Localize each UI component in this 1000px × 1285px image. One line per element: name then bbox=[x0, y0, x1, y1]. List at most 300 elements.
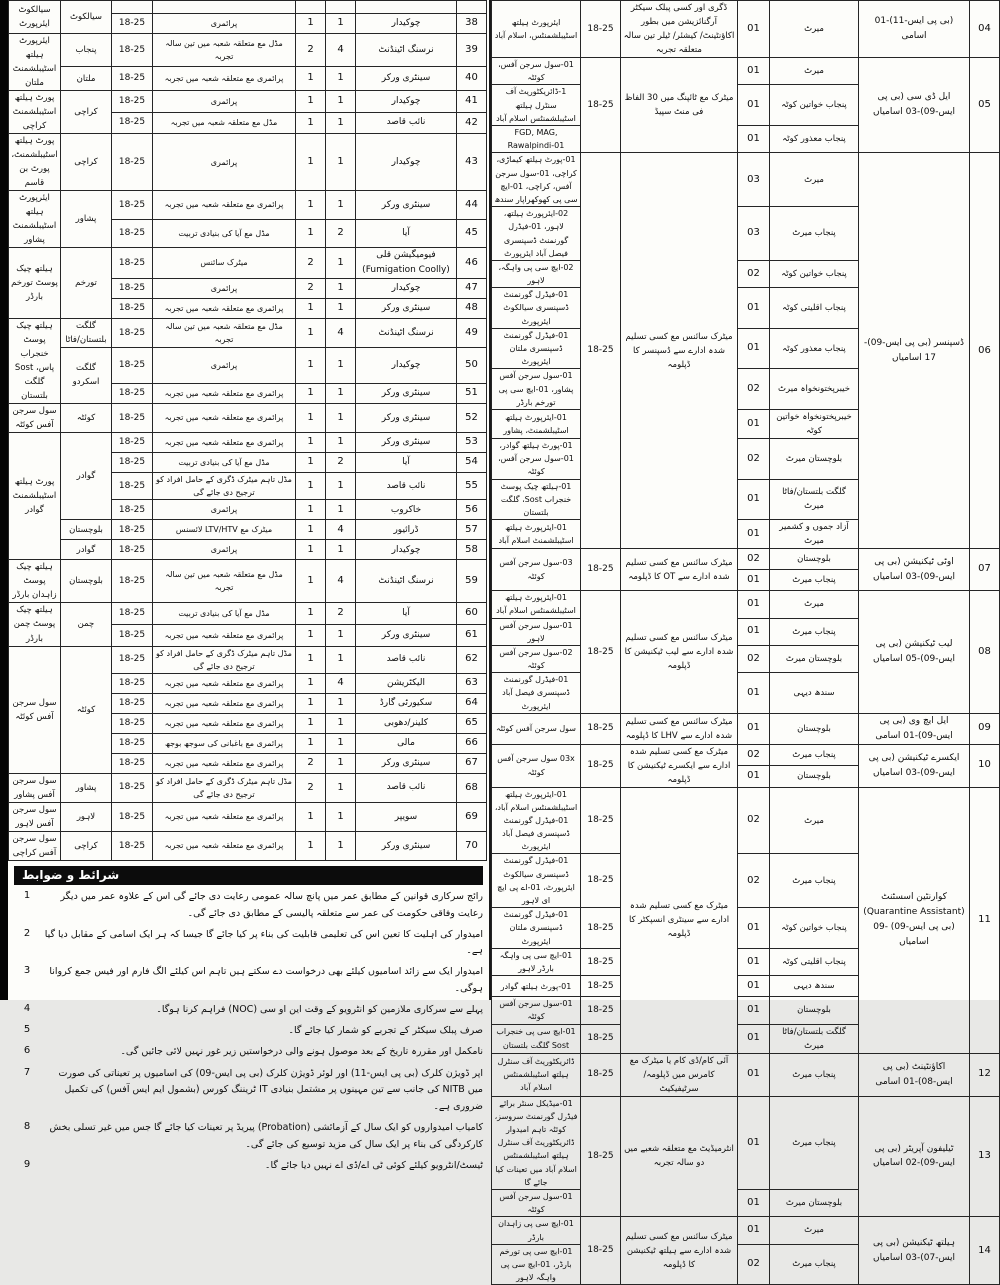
bps-scale-cell: 1 bbox=[326, 773, 356, 802]
vacancy-count-cell: 1 bbox=[296, 673, 326, 693]
vacancy-count-cell: 01 bbox=[738, 976, 770, 997]
vacancy-count-cell: 1 bbox=[296, 384, 326, 404]
qualification-cell: میٹرک مع LTV/HTV لائسنس bbox=[153, 520, 296, 540]
city-cell: کوئٹہ bbox=[61, 404, 112, 433]
qualification-cell: پرائمری bbox=[153, 500, 296, 520]
serial-cell: 38 bbox=[457, 14, 487, 34]
age-limit-cell: 18-25 bbox=[112, 673, 153, 693]
department-cell: پورٹ ہیلتھ اسٹیبلشمنٹ کراچی bbox=[9, 91, 61, 134]
term-item-1 bbox=[14, 889, 483, 922]
term-item-4 bbox=[14, 1002, 483, 1019]
post-name-cell: نرسنگ اٹینڈنٹ bbox=[356, 560, 457, 603]
job-row-10-sub1 bbox=[492, 744, 1000, 766]
term-number: 7 bbox=[23, 1066, 31, 1078]
city-cell: پشاور bbox=[61, 773, 112, 802]
post-name-cell: لیب ٹیکنیشن (بی پی ایس-09)-05 اسامیاں bbox=[859, 591, 970, 714]
age-limit-cell: 18-25 bbox=[581, 787, 621, 854]
age-limit-cell: 18-25 bbox=[112, 453, 153, 473]
city-cell: گوادر bbox=[61, 540, 112, 560]
serial-cell: 43 bbox=[457, 134, 487, 191]
city-cell: تورخم bbox=[61, 248, 112, 319]
vacancy-count-cell: 02 bbox=[738, 369, 770, 410]
department-cell: 03x سول سرجن آفس کوئٹہ bbox=[492, 744, 581, 787]
job-row-12 bbox=[492, 1053, 1000, 1096]
qualification-cell: میٹرک مع کسی تسلیم شدہ ادارے سے سینٹری انسپکٹر کا ڈپلومہ bbox=[621, 787, 738, 1053]
department-cell: ایئرپورٹ ہیلتھ اسٹیبلشمنٹس، اسلام آباد bbox=[492, 1, 581, 58]
vacancy-count-cell: 1 bbox=[296, 191, 326, 220]
quota-cell: پنجاب معذور کوٹہ bbox=[770, 328, 859, 369]
post-name-cell bbox=[356, 1, 457, 14]
vacancy-count-cell: 02 bbox=[738, 1244, 770, 1285]
vacancy-count-cell: 02 bbox=[738, 549, 770, 570]
bps-scale-cell: 2 bbox=[326, 453, 356, 473]
serial-cell: 55 bbox=[457, 473, 487, 500]
age-limit-cell: 18-25 bbox=[112, 14, 153, 34]
department-cell: سیالکوٹ ایئرپورٹ bbox=[9, 1, 61, 34]
job-row-68 bbox=[9, 773, 487, 802]
right-pane bbox=[490, 0, 1000, 1283]
jobs-table-right bbox=[491, 0, 1000, 1285]
serial-cell: 60 bbox=[457, 603, 487, 625]
serial-cell: 14 bbox=[970, 1217, 1000, 1285]
post-name-cell: سینٹری ورکر bbox=[356, 298, 457, 318]
term-number: 3 bbox=[23, 965, 31, 977]
age-limit-cell: 18-25 bbox=[112, 802, 153, 831]
vacancy-count-cell: 01 bbox=[738, 126, 770, 153]
job-row-53 bbox=[9, 433, 487, 453]
quota-cell: پنجاب میرٹ bbox=[770, 570, 859, 591]
bps-scale-cell: 4 bbox=[326, 520, 356, 540]
bps-scale-cell: 2 bbox=[326, 603, 356, 625]
qualification-cell: پرائمری مع متعلقہ شعبہ میں تجربہ bbox=[153, 433, 296, 453]
department-cell: 1-ڈائریکٹوریٹ آف سنٹرل ہیلتھ اسٹیبلشمنٹس اسلام آباد bbox=[492, 85, 581, 126]
department-cell: 02-سول سرجن آفس کوئٹہ bbox=[492, 645, 581, 672]
vacancy-count-cell: 01 bbox=[738, 997, 770, 1024]
department-cell: سول سرجن آفس کوئٹہ bbox=[9, 646, 61, 773]
bps-scale-cell: 1 bbox=[326, 473, 356, 500]
bps-scale-cell: 1 bbox=[326, 384, 356, 404]
serial-cell: 49 bbox=[457, 318, 487, 347]
vacancy-count-cell: 1 bbox=[296, 14, 326, 34]
age-limit-cell: 18-25 bbox=[112, 134, 153, 191]
bps-scale-cell: 1 bbox=[326, 278, 356, 298]
vacancy-count-cell: 01 bbox=[738, 409, 770, 438]
qualification-cell: پرائمری مع متعلقہ شعبہ میں تجربہ bbox=[153, 384, 296, 404]
post-name-cell: آیا bbox=[356, 603, 457, 625]
bps-scale-cell: 1 bbox=[326, 831, 356, 860]
qualification-cell: پرائمری مع متعلقہ شعبہ میں تجربہ bbox=[153, 753, 296, 773]
age-limit-cell: 18-25 bbox=[112, 560, 153, 603]
department-cell: FGD, MAG, Rawalpindi-01 bbox=[492, 126, 581, 153]
vacancy-count-cell: 1 bbox=[296, 603, 326, 625]
vacancy-count-cell: 1 bbox=[296, 500, 326, 520]
serial-cell: 13 bbox=[970, 1096, 1000, 1217]
age-limit-cell: 18-25 bbox=[112, 347, 153, 383]
quota-cell: میرٹ bbox=[770, 787, 859, 854]
vacancy-count-cell: 1 bbox=[296, 298, 326, 318]
post-name-cell: نائب قاصد bbox=[356, 473, 457, 500]
term-number: 9 bbox=[23, 1158, 31, 1170]
qualification-cell: پرائمری bbox=[153, 134, 296, 191]
job-row-59 bbox=[9, 560, 487, 603]
vacancy-count-cell: 2 bbox=[296, 773, 326, 802]
department-cell: 01-سول سرجن آفس لاہور bbox=[492, 618, 581, 645]
serial-cell: 69 bbox=[457, 802, 487, 831]
post-name-cell: سینٹری ورکر bbox=[356, 433, 457, 453]
bps-scale-cell: 1 bbox=[326, 540, 356, 560]
post-name-cell: الیکٹریشن bbox=[356, 673, 457, 693]
age-limit-cell: 18-25 bbox=[581, 854, 621, 908]
qualification-cell: مڈل مع آیا کی بنیادی تربیت bbox=[153, 603, 296, 625]
vacancy-count-cell: 1 bbox=[296, 693, 326, 713]
serial-cell: 65 bbox=[457, 713, 487, 733]
serial-cell: 70 bbox=[457, 831, 487, 860]
age-limit-cell: 18-25 bbox=[112, 191, 153, 220]
bps-scale-cell: 2 bbox=[326, 219, 356, 248]
quota-cell: بلوچستان bbox=[770, 766, 859, 788]
age-limit-cell: 18-25 bbox=[112, 773, 153, 802]
term-item-3 bbox=[14, 964, 483, 997]
job-row-43 bbox=[9, 134, 487, 191]
qualification-cell bbox=[153, 1, 296, 14]
vacancy-count-cell: 1 bbox=[296, 318, 326, 347]
age-limit-cell: 18-25 bbox=[112, 831, 153, 860]
department-cell: 01-پورٹ ہیلتھ گوادر bbox=[492, 976, 581, 997]
vacancy-count-cell: 02 bbox=[738, 260, 770, 287]
post-name-cell: چوکیدار bbox=[356, 278, 457, 298]
city-cell: کراچی bbox=[61, 134, 112, 191]
post-name-cell: ایکسرے ٹیکنیشن (بی پی ایس-09)-03 اسامیاں bbox=[859, 744, 970, 787]
bps-scale-cell bbox=[326, 1, 356, 14]
age-limit-cell: 18-25 bbox=[112, 473, 153, 500]
vacancy-count-cell: 1 bbox=[296, 453, 326, 473]
vacancy-count-cell: 1 bbox=[296, 404, 326, 433]
post-name-cell: سینٹری ورکر bbox=[356, 191, 457, 220]
vacancy-count-cell: 01 bbox=[738, 1096, 770, 1189]
vacancy-count-cell: 2 bbox=[296, 34, 326, 67]
bps-scale-cell: 1 bbox=[326, 404, 356, 433]
department-cell: 01-ایئرپورٹ ہیلتھ اسٹیبلشمنٹ اسلام آباد bbox=[492, 520, 581, 549]
vacancy-count-cell: 01 bbox=[738, 673, 770, 714]
bps-scale-cell: 1 bbox=[326, 713, 356, 733]
vacancy-count-cell: 2 bbox=[296, 753, 326, 773]
vacancy-count-cell: 01 bbox=[738, 766, 770, 788]
qualification-cell: پرائمری مع متعلقہ شعبہ میں تجربہ bbox=[153, 404, 296, 433]
vacancy-count-cell: 01 bbox=[738, 948, 770, 975]
job-row-08-sub1 bbox=[492, 591, 1000, 618]
age-limit-cell: 18-25 bbox=[112, 298, 153, 318]
qualification-cell: پرائمری bbox=[153, 91, 296, 113]
age-limit-cell: 18-25 bbox=[112, 753, 153, 773]
vacancy-count-cell: 01 bbox=[738, 328, 770, 369]
serial-cell: 48 bbox=[457, 298, 487, 318]
post-name-cell: سینٹری ورکر bbox=[356, 831, 457, 860]
age-limit-cell: 18-25 bbox=[581, 549, 621, 591]
city-cell: پنجاب bbox=[61, 34, 112, 67]
department-cell: ہیلتھ چیک پوسٹ خنجراب پاس، Sost گلگت بلتستان bbox=[9, 318, 61, 403]
qualification-cell: مڈل تاہم میٹرک ڈگری کے حامل افراد کو ترجیح دی جائے گی bbox=[153, 646, 296, 673]
term-number: 6 bbox=[23, 1045, 31, 1057]
vacancy-count-cell: 02 bbox=[738, 438, 770, 479]
serial-cell: 05 bbox=[970, 58, 1000, 153]
qualification-cell: آئی کام/ڈی کام یا میٹرک مع کامرس میں ڈپلومہ/ سرٹیفیکیٹ bbox=[621, 1053, 738, 1096]
bps-scale-cell: 4 bbox=[326, 560, 356, 603]
post-name-cell: سینٹری ورکر bbox=[356, 384, 457, 404]
bps-scale-cell: 4 bbox=[326, 318, 356, 347]
quota-cell: پنجاب میرٹ bbox=[770, 1244, 859, 1285]
age-limit-cell: 18-25 bbox=[581, 908, 621, 949]
job-row-49 bbox=[9, 318, 487, 347]
vacancy-count-cell: 1 bbox=[296, 473, 326, 500]
quota-cell: بلوچستان bbox=[770, 997, 859, 1024]
department-cell: 01-سول سرجن آفس پشاور، 01-ایچ سی پی تورخم بارڈر bbox=[492, 369, 581, 410]
quota-cell: بلوچستان bbox=[770, 713, 859, 744]
vacancy-count-cell: 02 bbox=[738, 787, 770, 854]
age-limit-cell: 18-25 bbox=[112, 404, 153, 433]
bps-scale-cell: 1 bbox=[326, 134, 356, 191]
age-limit-cell: 18-25 bbox=[581, 591, 621, 714]
age-limit-cell: 18-25 bbox=[112, 603, 153, 625]
qualification-cell: انٹرمیڈیٹ مع متعلقہ شعبے میں دو سالہ تجربہ bbox=[621, 1096, 738, 1217]
post-name-cell: سینٹری ورکر bbox=[356, 404, 457, 433]
quota-cell: گلگت بلتستان/فاٹا میرٹ bbox=[770, 1024, 859, 1053]
quota-cell: آزاد جموں و کشمیر میرٹ bbox=[770, 520, 859, 549]
quota-cell: میرٹ bbox=[770, 591, 859, 618]
city-cell: بلوچستان bbox=[61, 560, 112, 603]
jobs-table-left bbox=[8, 0, 487, 861]
job-row-57 bbox=[9, 520, 487, 540]
post-name-cell: کوارنٹین اسسٹنٹ (Quarantine Assistant) (بی پی ایس-09) -09 اسامیاں bbox=[859, 787, 970, 1053]
age-limit-cell: 18-25 bbox=[112, 733, 153, 753]
vacancy-count-cell: 1 bbox=[296, 540, 326, 560]
term-number: 4 bbox=[23, 1003, 31, 1015]
department-cell: 01-ایئرپورٹ ہیلتھ اسٹیبلشمنٹس اسلام آباد، 01-فیڈرل گورنمنٹ ڈسپنسری فیصل آباد ایئرپورٹ bbox=[492, 787, 581, 854]
qualification-cell: میٹرک سائنس مع کسی تسلیم شدہ ادارے سے ڈسپنسر کا ڈپلومہ bbox=[621, 153, 738, 549]
department-cell: ہیلتھ چیک پوسٹ تورخم بارڈر bbox=[9, 248, 61, 319]
post-name-cell: چوکیدار bbox=[356, 134, 457, 191]
quota-cell: پنجاب اقلیتی کوٹہ bbox=[770, 948, 859, 975]
post-name-cell: اوٹی ٹیکنیشن (بی پی ایس-09)-03 اسامیاں bbox=[859, 549, 970, 591]
quota-cell: پنجاب میرٹ bbox=[770, 618, 859, 645]
term-text: کامیاب امیدواروں کو ایک سال کے آزمائشی (Probation) پیریڈ پر تعینات کیا جائے گا جس میں غیر تسلی بخش کارکردگی کی بناء پر ایک سال کی مزید توسیع کی جائے گی۔ bbox=[49, 1121, 483, 1150]
age-limit-cell: 18-25 bbox=[581, 58, 621, 153]
age-limit-cell: 18-25 bbox=[112, 318, 153, 347]
left-pane bbox=[8, 0, 490, 1171]
term-item-9 bbox=[14, 1158, 483, 1175]
qualification-cell: مڈل تاہم میٹرک ڈگری کے حامل افراد کو ترجیح دی جائے گی bbox=[153, 473, 296, 500]
post-name-cell: فیومیگیشن قلی (Fumigation Coolly) bbox=[356, 248, 457, 279]
bps-scale-cell: 1 bbox=[326, 191, 356, 220]
post-name-cell: ڈرائیور bbox=[356, 520, 457, 540]
vacancy-count-cell: 1 bbox=[296, 560, 326, 603]
age-limit-cell: 18-25 bbox=[112, 646, 153, 673]
job-row-39 bbox=[9, 34, 487, 67]
quota-cell: پنجاب میرٹ bbox=[770, 207, 859, 261]
age-limit-cell: 18-25 bbox=[112, 520, 153, 540]
department-cell: سول سرجن آفس کراچی bbox=[9, 831, 61, 860]
qualification-cell: مڈل مع متعلقہ شعبہ میں تین سالہ تجربہ bbox=[153, 560, 296, 603]
job-row-69 bbox=[9, 802, 487, 831]
serial-cell: 61 bbox=[457, 624, 487, 646]
quota-cell: پنجاب میرٹ bbox=[770, 1096, 859, 1189]
city-cell: لاہور bbox=[61, 802, 112, 831]
bps-scale-cell: 1 bbox=[326, 298, 356, 318]
term-text: امیدوار ایک سے زائد اسامیوں کیلئے بھی درخواست دے سکتے ہیں تاہم اس کیلئے الگ فارم اور فیس جمع کروانا ہوگی۔ bbox=[49, 966, 483, 995]
bps-scale-cell: 1 bbox=[326, 248, 356, 279]
bps-scale-cell: 1 bbox=[326, 733, 356, 753]
post-name-cell: ڈسپنسر (بی پی ایس-09)- 17 اسامیاں bbox=[859, 153, 970, 549]
qualification-cell: مڈل مع متعلقہ شعبہ میں تین سالہ تجربہ bbox=[153, 318, 296, 347]
post-name-cell: آیا bbox=[356, 219, 457, 248]
qualification-cell: میٹرک سائنس مع کسی تسلیم شدہ ادارے سے OT کا ڈپلومہ bbox=[621, 549, 738, 591]
department-cell: سول سرجن آفس پشاور bbox=[9, 773, 61, 802]
bps-scale-cell: 1 bbox=[326, 347, 356, 383]
quota-cell: پنجاب میرٹ bbox=[770, 1053, 859, 1096]
qualification-cell: پرائمری bbox=[153, 540, 296, 560]
quota-cell: میرٹ bbox=[770, 1217, 859, 1244]
department-cell: 01-فیڈرل گورنمنٹ ڈسپنسری فیصل آباد ایئرپورٹ bbox=[492, 673, 581, 714]
age-limit-cell: 18-25 bbox=[581, 948, 621, 975]
vacancy-count-cell: 01 bbox=[738, 58, 770, 85]
job-row-62 bbox=[9, 646, 487, 673]
age-limit-cell: 18-25 bbox=[112, 248, 153, 279]
bps-scale-cell: 1 bbox=[326, 500, 356, 520]
serial-cell: 40 bbox=[457, 66, 487, 90]
quota-cell: بلوچستان میرٹ bbox=[770, 645, 859, 672]
age-limit-cell: 18-25 bbox=[112, 433, 153, 453]
term-text: صرف پبلک سیکٹر کے تجربے کو شمار کیا جائے گا۔ bbox=[288, 1025, 483, 1037]
post-name-cell: (بی پی ایس-11)-01 اسامی bbox=[859, 1, 970, 58]
qualification-cell: پرائمری مع متعلقہ شعبہ میں تجربہ bbox=[153, 831, 296, 860]
term-number: 5 bbox=[23, 1024, 31, 1036]
terms-section-title: شرائط و ضوابط bbox=[14, 866, 483, 885]
term-item-7 bbox=[14, 1066, 483, 1116]
age-limit-cell: 18-25 bbox=[581, 153, 621, 549]
serial-cell: 45 bbox=[457, 219, 487, 248]
age-limit-cell: 18-25 bbox=[112, 34, 153, 67]
quota-cell: میرٹ bbox=[770, 153, 859, 207]
qualification-cell: مڈل مع متعلقہ شعبہ میں تجربہ bbox=[153, 112, 296, 134]
qualification-cell: مڈل مع آیا کی بنیادی تربیت bbox=[153, 453, 296, 473]
post-name-cell: مالی bbox=[356, 733, 457, 753]
department-cell: 01-فیڈرل گورنمنٹ ڈسپنسری ملتان ایئرپورٹ bbox=[492, 908, 581, 949]
job-row-41 bbox=[9, 91, 487, 113]
term-number: 2 bbox=[23, 927, 31, 939]
qualification-cell: پرائمری مع متعلقہ شعبہ میں تجربہ bbox=[153, 673, 296, 693]
quota-cell: پنجاب اقلیتی کوٹہ bbox=[770, 288, 859, 329]
department-cell: 01-سول سرجن آفس، کوئٹہ bbox=[492, 58, 581, 85]
bps-scale-cell: 1 bbox=[326, 693, 356, 713]
department-cell: سول سرجن آفس لاہور bbox=[9, 802, 61, 831]
term-text: اپر ڈویژن کلرک (بی پی ایس-11) اور لوئر ڈویژن کلرک (بی پی ایس-09) کی اسامیوں پر تعیناتی کی صورت میں NITB کی جانب سے تین مہینوں پر مشتمل بنیادی IT ٹریننگ کورس (بشمول ایم ایس آفس) کی تکمیل ضروری ہے۔ bbox=[58, 1067, 483, 1112]
vacancy-count-cell: 1 bbox=[296, 134, 326, 191]
serial-cell: 11 bbox=[970, 787, 1000, 1053]
post-name-cell: آیا bbox=[356, 453, 457, 473]
post-name-cell: سویپر bbox=[356, 802, 457, 831]
department-cell: 01-ایچ سی پی زاہدان بارڈر bbox=[492, 1217, 581, 1244]
department-cell: سول سرجن آفس کوئٹہ bbox=[492, 713, 581, 744]
vacancy-count-cell bbox=[296, 1, 326, 14]
job-row-09 bbox=[492, 713, 1000, 744]
term-item-6 bbox=[14, 1044, 483, 1061]
vacancy-count-cell: 1 bbox=[296, 347, 326, 383]
vacancy-count-cell: 01 bbox=[738, 85, 770, 126]
term-number: 8 bbox=[23, 1120, 31, 1132]
department-cell: 01-ایچ سی پی تورخم بارڈر، 01-ایچ سی پی واہگہ لاہور bbox=[492, 1244, 581, 1285]
post-name-cell: نائب قاصد bbox=[356, 112, 457, 134]
vacancy-count-cell: 01 bbox=[738, 1189, 770, 1216]
department-cell: ہیلتھ چیک پوسٹ زاہدان بارڈر bbox=[9, 560, 61, 603]
job-row-58 bbox=[9, 540, 487, 560]
vacancy-count-cell: 01 bbox=[738, 1217, 770, 1244]
job-row-14-sub1 bbox=[492, 1217, 1000, 1244]
serial-cell: 41 bbox=[457, 91, 487, 113]
serial-cell: 68 bbox=[457, 773, 487, 802]
department-cell: ایئرپورٹ ہیلتھ اسٹیبلشمنٹ پشاور bbox=[9, 191, 61, 248]
qualification-cell: میٹرک سائنس مع کسی تسلیم شدہ ادارے سے لیب ٹیکنیشن کا ڈپلومہ bbox=[621, 591, 738, 714]
vacancy-count-cell: 01 bbox=[738, 591, 770, 618]
city-cell: کوئٹہ bbox=[61, 646, 112, 773]
serial-cell: 46 bbox=[457, 248, 487, 279]
job-row-11-sub1 bbox=[492, 787, 1000, 854]
age-limit-cell: 18-25 bbox=[581, 1024, 621, 1053]
quota-cell: بلوچستان میرٹ bbox=[770, 438, 859, 479]
serial-cell: 54 bbox=[457, 453, 487, 473]
job-row-52 bbox=[9, 404, 487, 433]
qualification-cell: پرائمری مع متعلقہ شعبہ میں تجربہ bbox=[153, 191, 296, 220]
city-cell: گوادر bbox=[61, 433, 112, 520]
vacancy-count-cell: 02 bbox=[738, 645, 770, 672]
serial-cell: 57 bbox=[457, 520, 487, 540]
department-cell: 01-ایئرپورٹ ہیلتھ اسٹیبلشمنٹس اسلام آباد bbox=[492, 591, 581, 618]
quota-cell: پنجاب میرٹ bbox=[770, 744, 859, 766]
city-cell: کراچی bbox=[61, 91, 112, 134]
serial-cell bbox=[457, 1, 487, 14]
job-row-50 bbox=[9, 347, 487, 383]
quota-cell: گلگت بلتستان/فاٹا میرٹ bbox=[770, 479, 859, 520]
quota-cell: پنجاب خواتین کوٹہ bbox=[770, 908, 859, 949]
department-cell: 01-سول سرجن آفس کوئٹہ bbox=[492, 997, 581, 1024]
department-cell: 02-ایچ سی پی واہگہ، لاہور bbox=[492, 260, 581, 287]
term-item-2 bbox=[14, 927, 483, 960]
quota-cell: پنجاب خواتین کوٹہ bbox=[770, 260, 859, 287]
city-cell: ملتان bbox=[61, 66, 112, 90]
vacancy-count-cell: 1 bbox=[296, 433, 326, 453]
serial-cell: 58 bbox=[457, 540, 487, 560]
serial-cell: 09 bbox=[970, 713, 1000, 744]
city-cell: چمن bbox=[61, 603, 112, 646]
vacancy-count-cell: 1 bbox=[296, 219, 326, 248]
department-cell: 03-سول سرجن آفس کوئٹہ bbox=[492, 549, 581, 591]
term-text: امیدوار کی اہلیت کا تعین اس کی تعلیمی قابلیت کی بناء پر کیا جائے گا جیسا کہ ہر ایک اسامی کے مقابل دیا گیا ہے۔ bbox=[44, 928, 483, 957]
post-name-cell: ایل ڈی سی (بی پی ایس-09)-03 اسامیاں bbox=[859, 58, 970, 153]
post-name-cell: چوکیدار bbox=[356, 540, 457, 560]
term-text: ٹیسٹ/انٹرویو کیلئے کوئی ٹی اے/ڈی اے نہیں دیا جائے گا۔ bbox=[264, 1159, 483, 1171]
bps-scale-cell: 1 bbox=[326, 646, 356, 673]
qualification-cell: میٹرک سائنس مع کسی تسلیم شدہ ادارے سے ہیلتھ ٹیکنیشن کا ڈپلومہ bbox=[621, 1217, 738, 1285]
term-text: رائج سرکاری قوانین کے مطابق عمر میں پانچ سالہ عمومی رعایت دی جائے گی اس کے علاوہ عمر میں دیگر رعایت وفاقی حکومت کی عمر سے متعلقہ پالیسی کے مطابق دی جائے گی۔ bbox=[60, 890, 483, 919]
job-row-44 bbox=[9, 191, 487, 220]
vacancy-count-cell: 01 bbox=[738, 1024, 770, 1053]
vacancy-count-cell: 1 bbox=[296, 624, 326, 646]
post-name-cell: خاکروب bbox=[356, 500, 457, 520]
serial-cell: 10 bbox=[970, 744, 1000, 787]
post-name-cell: نائب قاصد bbox=[356, 646, 457, 673]
department-cell: ایئرپورٹ ہیلتھ اسٹیبلشمنٹ ملتان bbox=[9, 34, 61, 91]
post-name-cell: نرسنگ اٹینڈنٹ bbox=[356, 318, 457, 347]
vacancy-count-cell: 01 bbox=[738, 1, 770, 58]
bps-scale-cell: 4 bbox=[326, 34, 356, 67]
